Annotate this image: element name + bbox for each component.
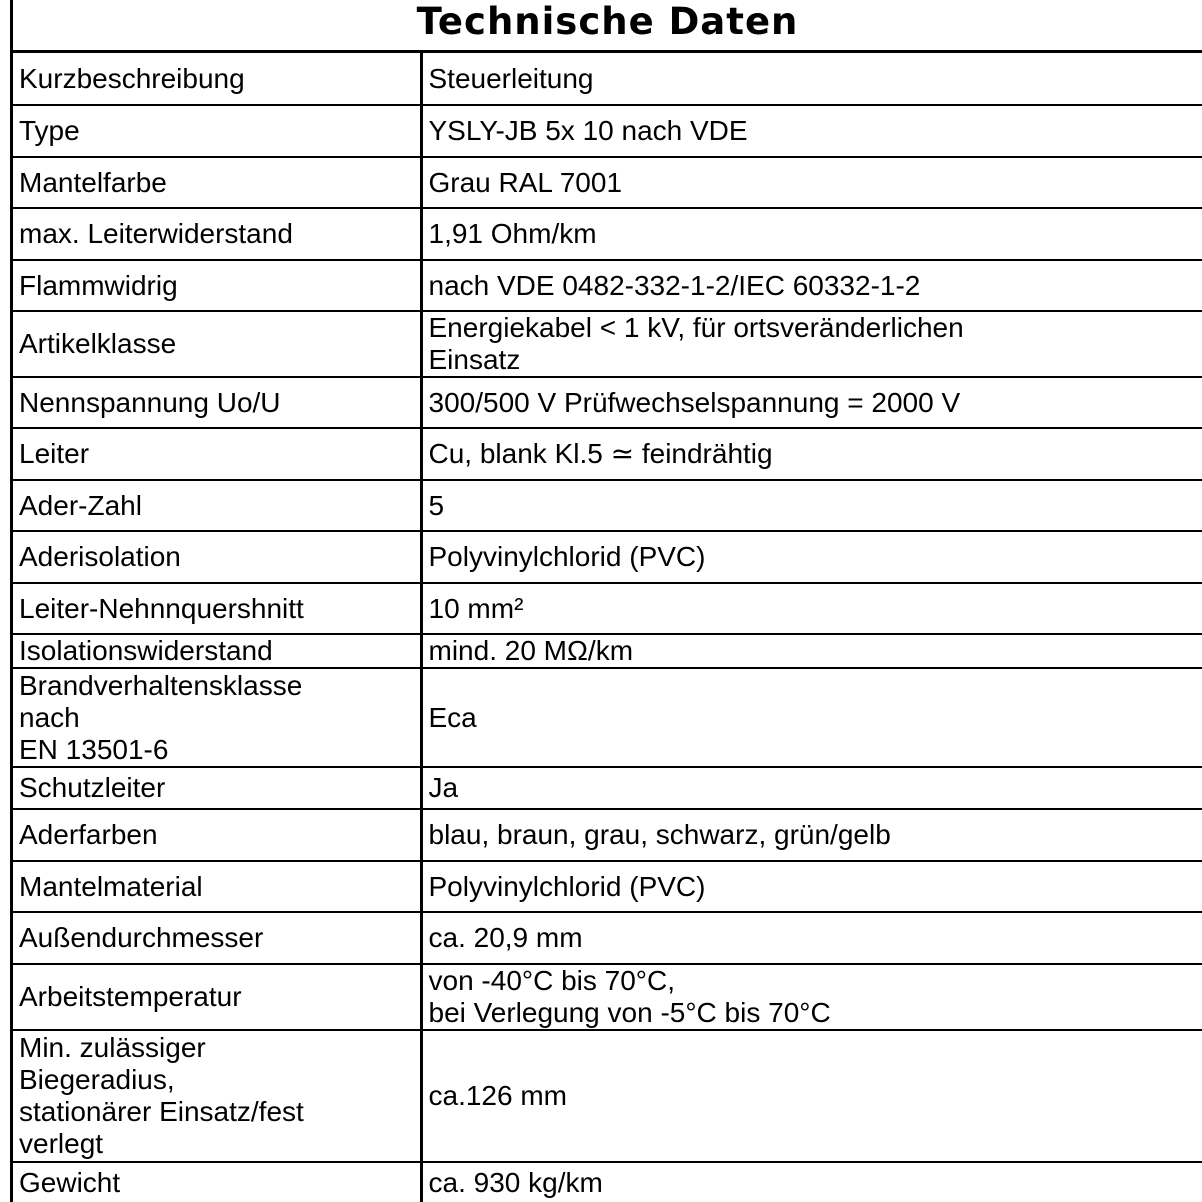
table-row [13, 531, 1202, 583]
row-value: Energiekabel < 1 kV, für ortsveränderlichen Einsatz [421, 311, 1202, 377]
table-row [13, 1030, 1202, 1162]
row-label: Artikelklasse [13, 311, 421, 377]
row-label: Aderisolation [13, 531, 421, 583]
row-value: nach VDE 0482-332-1-2/IEC 60332-1-2 [421, 260, 1202, 311]
table-row [13, 428, 1202, 480]
table-row [13, 861, 1202, 912]
row-value: Eca [421, 668, 1202, 767]
table-row [13, 480, 1202, 531]
row-label: max. Leiterwiderstand [13, 208, 421, 260]
table-row [13, 377, 1202, 428]
row-value: 10 mm² [421, 583, 1202, 634]
row-label: Nennspannung Uo/U [13, 377, 421, 428]
table-row [13, 311, 1202, 377]
table-row [13, 668, 1202, 767]
row-label: Kurzbeschreibung [13, 53, 421, 105]
row-label: Schutzleiter [13, 767, 421, 809]
table-row [13, 583, 1202, 634]
row-label: Leiter-Nehnnquershnitt [13, 583, 421, 634]
row-label: Mantelmaterial [13, 861, 421, 912]
row-value: Polyvinylchlorid (PVC) [421, 531, 1202, 583]
table-row [13, 809, 1202, 861]
table-row [13, 634, 1202, 668]
row-value: 300/500 V Prüfwechselspannung = 2000 V [421, 377, 1202, 428]
table-row [13, 53, 1202, 105]
row-label: Isolationswiderstand [13, 634, 421, 668]
row-value: Polyvinylchlorid (PVC) [421, 861, 1202, 912]
row-label: Aderfarben [13, 809, 421, 861]
row-value: YSLY-JB 5x 10 nach VDE [421, 105, 1202, 157]
row-label: Brandverhaltensklasse nach EN 13501-6 [13, 668, 421, 767]
table-row [13, 105, 1202, 157]
row-label: Mantelfarbe [13, 157, 421, 208]
row-value: 1,91 Ohm/km [421, 208, 1202, 260]
row-value: 5 [421, 480, 1202, 531]
table-row [13, 157, 1202, 208]
row-label: Arbeitstemperatur [13, 964, 421, 1030]
row-label: Flammwidrig [13, 260, 421, 311]
row-value: mind. 20 MΩ/km [421, 634, 1202, 668]
row-value: Grau RAL 7001 [421, 157, 1202, 208]
row-label: Gewicht [13, 1162, 421, 1202]
table-row [13, 964, 1202, 1030]
row-label: Außendurchmesser [13, 912, 421, 964]
row-value: von -40°C bis 70°C, bei Verlegung von -5°C bis 70°C [421, 964, 1202, 1030]
row-value: Steuerleitung [421, 53, 1202, 105]
table-row [13, 912, 1202, 964]
table-row [13, 208, 1202, 260]
spec-sheet [10, 0, 1202, 1202]
row-value: Ja [421, 767, 1202, 809]
row-label: Min. zulässiger Biegeradius, stationärer Einsatz/fest verlegt [13, 1030, 421, 1162]
row-value: Cu, blank Kl.5 ≃ feindrähtig [421, 428, 1202, 480]
row-value: ca. 930 kg/km [428, 1166, 603, 1198]
row-value: ca.126 mm [421, 1030, 1202, 1162]
spec-table [13, 53, 1202, 1202]
row-value: ca. 20,9 mm [421, 912, 1202, 964]
page-title: Technische Daten [13, 0, 1202, 53]
table-row [13, 1162, 1202, 1202]
table-row [13, 260, 1202, 311]
row-label: Type [13, 105, 421, 157]
row-label: Ader-Zahl [13, 480, 421, 531]
table-row [13, 767, 1202, 809]
row-label: Leiter [13, 428, 421, 480]
row-value: blau, braun, grau, schwarz, grün/gelb [421, 809, 1202, 861]
